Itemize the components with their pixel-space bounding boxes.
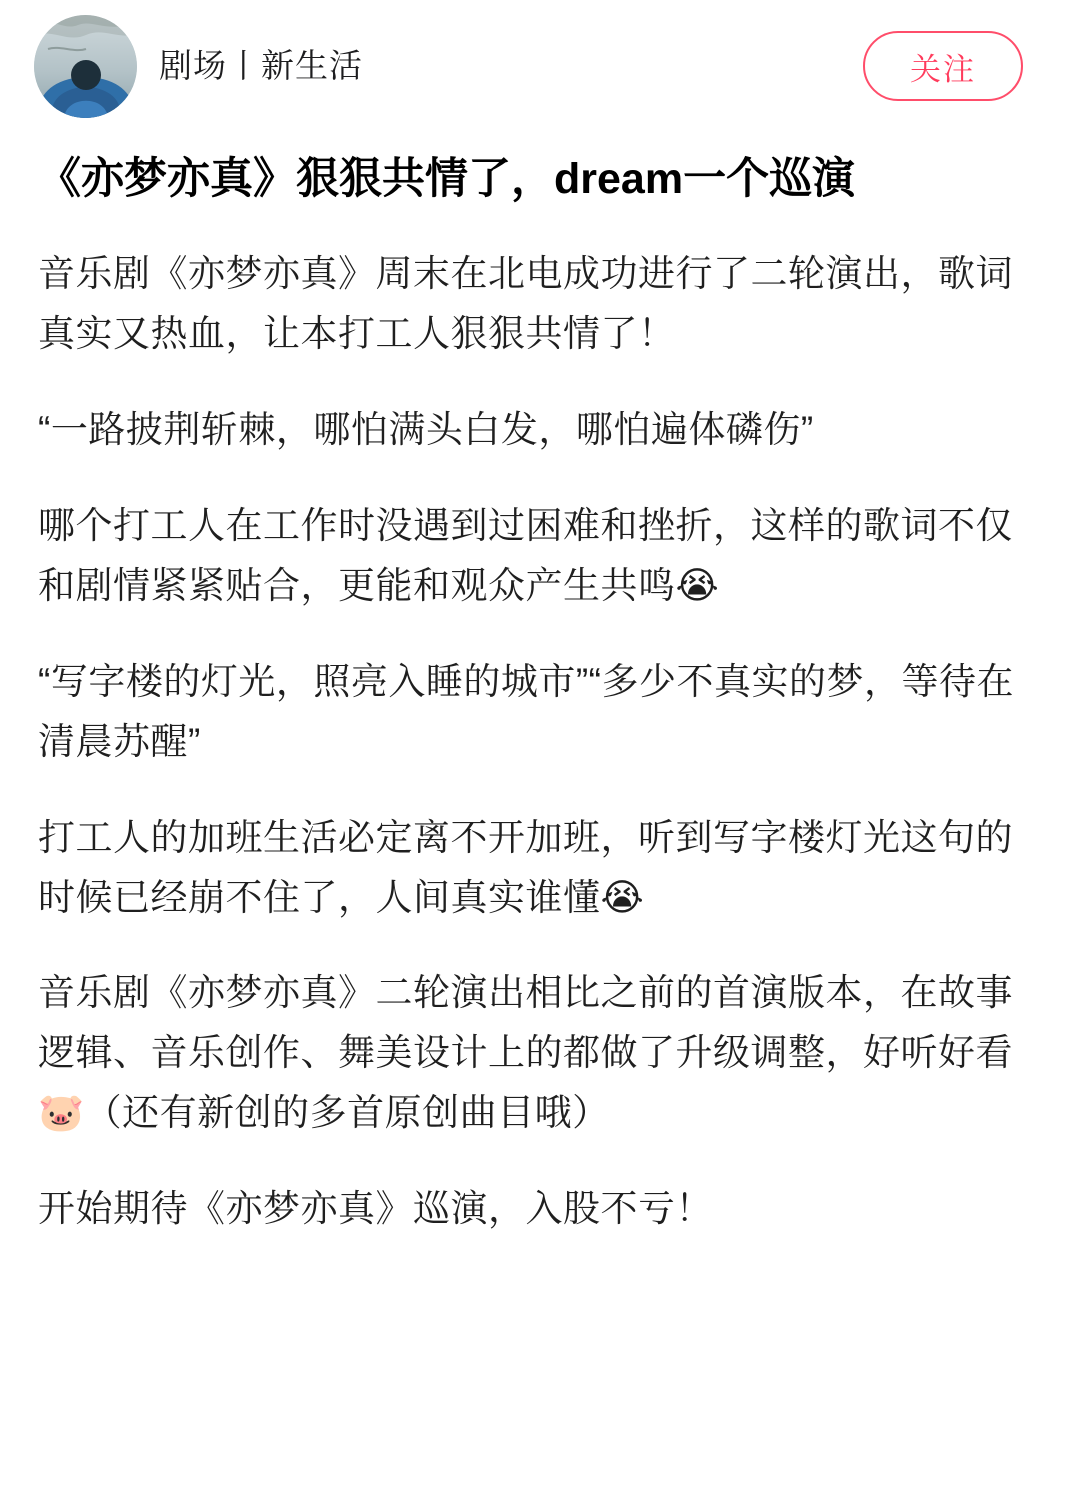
- page-title: 《亦梦亦真》狠狠共情了，dream一个巡演: [38, 155, 856, 203]
- article-body: [0, 150, 1065, 1279]
- author-header: [0, 0, 1065, 120]
- avatar[interactable]: [34, 15, 137, 118]
- article-paragraph: 音乐剧《亦梦亦真》二轮演出相比之前的首演版本，在故事逻辑、音乐创作、舞美设计上的都做了升级调整，好听好看🐷（还有新创的多首原创曲目哦）: [38, 972, 1013, 1134]
- article-paragraph: “一路披荆斩棘，哪怕满头白发，哪怕遍体磷伤”: [38, 408, 814, 450]
- author-name: 剧场丨新生活: [159, 47, 363, 85]
- article-paragraph: “写字楼的灯光，照亮入睡的城市”“多少不真实的梦，等待在清晨苏醒”: [38, 660, 1014, 762]
- article-paragraph: 哪个打工人在工作时没遇到过困难和挫折，这样的歌词不仅和剧情紧紧贴合，更能和观众产生共鸣😭: [38, 504, 1013, 606]
- follow-button[interactable]: 关注: [863, 31, 1023, 101]
- article-paragraph: 音乐剧《亦梦亦真》周末在北电成功进行了二轮演出，歌词真实又热血，让本打工人狠狠共情了！: [38, 253, 1013, 354]
- avatar-image: [34, 15, 137, 118]
- article-paragraph: 打工人的加班生活必定离不开加班，听到写字楼灯光这句的时候已经崩不住了，人间真实谁懂😭: [38, 816, 1013, 918]
- article-paragraph: 开始期待《亦梦亦真》巡演，入股不亏！: [38, 1188, 713, 1230]
